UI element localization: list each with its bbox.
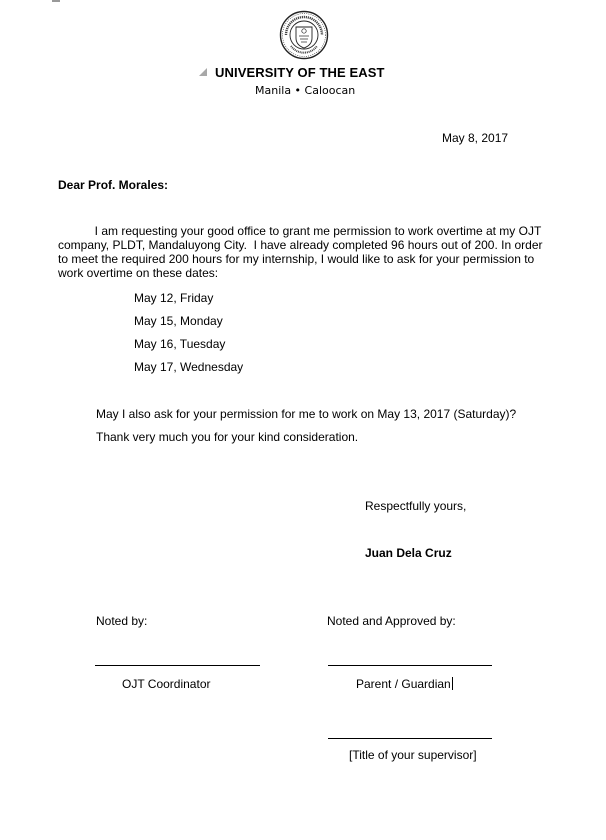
parent-signature-line	[328, 665, 492, 666]
overtime-date-item: May 17, Wednesday	[134, 360, 244, 374]
saturday-request: May I also ask for your permission for me to work on May 13, 2017 (Saturday)?	[96, 407, 517, 421]
supervisor-signature-line	[328, 738, 492, 739]
sender-name: Juan Dela Cruz	[365, 546, 452, 560]
coordinator-title: OJT Coordinator	[122, 677, 211, 691]
overtime-date-item: May 15, Monday	[134, 314, 223, 328]
approved-by-label: Noted and Approved by:	[327, 614, 456, 628]
campus-locations: Manila • Caloocan	[255, 84, 356, 97]
thanks-line: Thank very much you for your kind consideration.	[96, 430, 359, 444]
salutation: Dear Prof. Morales:	[58, 178, 169, 192]
body-line: work overtime on these dates:	[58, 266, 219, 280]
university-seal-icon	[279, 10, 329, 60]
supervisor-title: [Title of your supervisor]	[349, 748, 477, 762]
parent-title: Parent / Guardian	[356, 677, 451, 691]
closing: Respectfully yours,	[365, 499, 467, 513]
triangle-marker-icon	[199, 68, 207, 76]
letter-date: May 8, 2017	[442, 131, 509, 145]
text-cursor	[452, 677, 453, 690]
university-name: UNIVERSITY OF THE EAST	[215, 65, 385, 80]
body-line: company, PLDT, Mandaluyong City. I have already completed 96 hours out of 200. In order	[58, 238, 543, 252]
page-corner-mark	[52, 0, 60, 2]
body-line: I am requesting your good office to grant me permission to work overtime at my OJT	[58, 224, 542, 238]
overtime-date-item: May 12, Friday	[134, 291, 214, 305]
parent-title-wrap[interactable]	[356, 677, 453, 691]
coordinator-signature-line	[95, 665, 260, 666]
overtime-date-item: May 16, Tuesday	[134, 337, 226, 351]
body-line: to meet the required 200 hours for my internship, I would like to ask for your permission to	[58, 252, 535, 266]
noted-by-label: Noted by:	[96, 614, 148, 628]
